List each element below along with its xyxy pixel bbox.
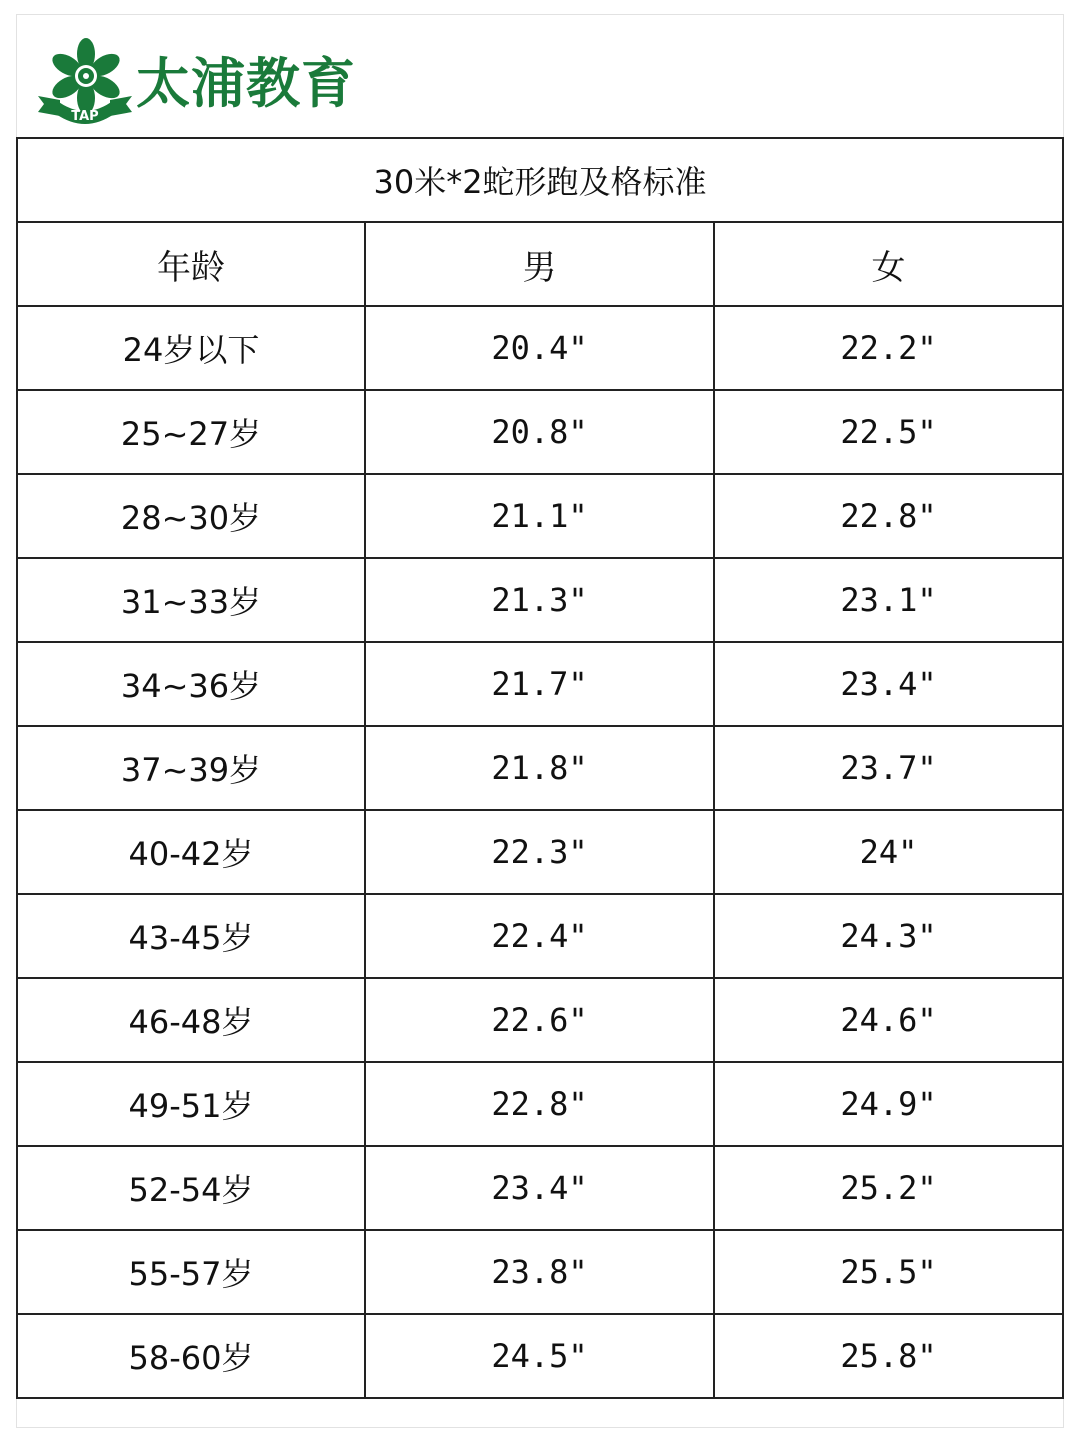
male-time-cell: 22.4" <box>365 894 714 978</box>
table-row <box>17 810 1063 894</box>
table-row <box>17 1314 1063 1398</box>
male-time-cell: 23.4" <box>365 1146 714 1230</box>
brand-logo <box>34 38 414 128</box>
age-cell: 34~36岁 <box>17 642 365 726</box>
flower-emblem-icon <box>34 38 136 126</box>
age-cell: 31~33岁 <box>17 558 365 642</box>
table-row <box>17 306 1063 390</box>
table-row <box>17 1146 1063 1230</box>
table-row <box>17 642 1063 726</box>
female-time-cell: 22.8" <box>714 474 1063 558</box>
brand-name: 太浦教育 <box>136 52 356 115</box>
table-row <box>17 894 1063 978</box>
male-time-cell: 22.8" <box>365 1062 714 1146</box>
female-time-cell: 23.1" <box>714 558 1063 642</box>
male-time-cell: 23.8" <box>365 1230 714 1314</box>
age-cell: 58-60岁 <box>17 1314 365 1398</box>
column-header-age: 年龄 <box>17 222 365 306</box>
male-time-cell: 21.8" <box>365 726 714 810</box>
table-row <box>17 1062 1063 1146</box>
male-time-cell: 21.1" <box>365 474 714 558</box>
table-row <box>17 978 1063 1062</box>
age-cell: 40-42岁 <box>17 810 365 894</box>
female-time-cell: 22.5" <box>714 390 1063 474</box>
male-time-cell: 21.7" <box>365 642 714 726</box>
table-title-row <box>17 138 1063 222</box>
female-time-cell: 25.2" <box>714 1146 1063 1230</box>
standards-table <box>16 137 1064 1399</box>
table-row <box>17 390 1063 474</box>
female-time-cell: 25.5" <box>714 1230 1063 1314</box>
female-time-cell: 24.3" <box>714 894 1063 978</box>
table-row <box>17 558 1063 642</box>
male-time-cell: 20.4" <box>365 306 714 390</box>
female-time-cell: 25.8" <box>714 1314 1063 1398</box>
column-header-female: 女 <box>714 222 1063 306</box>
table-header-row <box>17 222 1063 306</box>
age-cell: 52-54岁 <box>17 1146 365 1230</box>
age-cell: 37~39岁 <box>17 726 365 810</box>
male-time-cell: 22.3" <box>365 810 714 894</box>
male-time-cell: 22.6" <box>365 978 714 1062</box>
age-cell: 46-48岁 <box>17 978 365 1062</box>
age-cell: 55-57岁 <box>17 1230 365 1314</box>
table-title: 30米*2蛇形跑及格标准 <box>17 138 1063 222</box>
age-cell: 43-45岁 <box>17 894 365 978</box>
male-time-cell: 20.8" <box>365 390 714 474</box>
logo-badge-text: TAP <box>71 109 99 124</box>
female-time-cell: 23.4" <box>714 642 1063 726</box>
male-time-cell: 21.3" <box>365 558 714 642</box>
table-row <box>17 726 1063 810</box>
table-row <box>17 1230 1063 1314</box>
age-cell: 24岁以下 <box>17 306 365 390</box>
female-time-cell: 23.7" <box>714 726 1063 810</box>
female-time-cell: 22.2" <box>714 306 1063 390</box>
column-header-male: 男 <box>365 222 714 306</box>
age-cell: 28~30岁 <box>17 474 365 558</box>
table-row <box>17 474 1063 558</box>
age-cell: 49-51岁 <box>17 1062 365 1146</box>
female-time-cell: 24" <box>714 810 1063 894</box>
male-time-cell: 24.5" <box>365 1314 714 1398</box>
female-time-cell: 24.6" <box>714 978 1063 1062</box>
female-time-cell: 24.9" <box>714 1062 1063 1146</box>
age-cell: 25~27岁 <box>17 390 365 474</box>
